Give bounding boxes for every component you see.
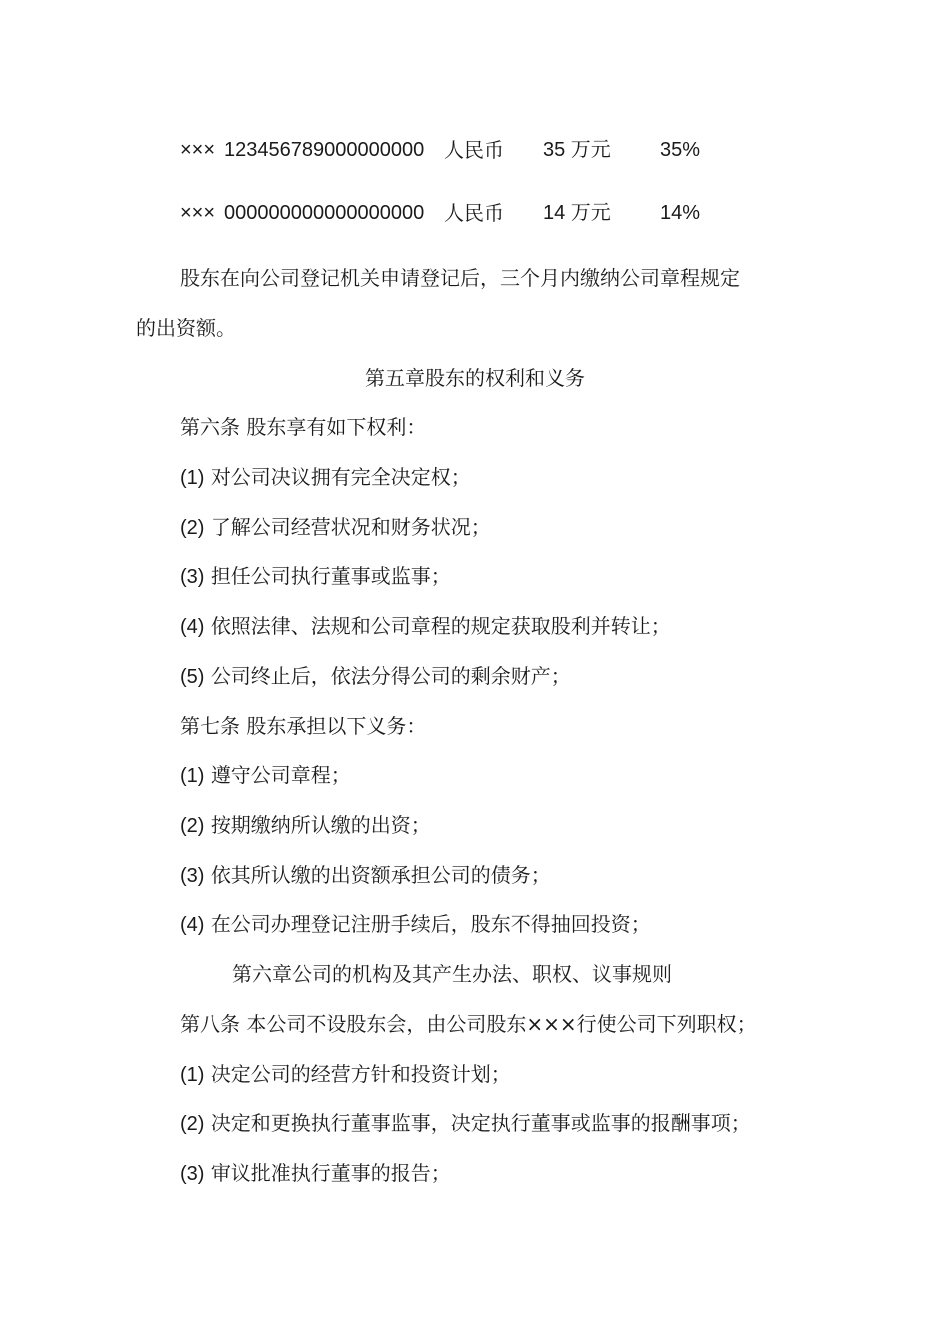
- list-item: (1) 遵守公司章程；: [180, 763, 351, 787]
- article7-heading: 第七条 股东承担以下义务：: [180, 714, 427, 738]
- list-item: (4) 依照法律、法规和公司章程的规定获取股利并转让；: [180, 614, 671, 638]
- list-item: (3) 担任公司执行董事或监事；: [180, 564, 451, 588]
- list-item: (3) 依其所认缴的出资额承担公司的债务；: [180, 863, 551, 887]
- shareholder-id: 123456789000000000: [224, 139, 425, 161]
- list-item: (2) 了解公司经营状况和财务状况；: [180, 515, 491, 539]
- article8-heading: 第八条 本公司不设股东会，由公司股东×××行使公司下列职权；: [180, 1012, 757, 1036]
- shareholder-amount: 14 万元: [543, 202, 611, 224]
- shareholder-percent: 14%: [660, 202, 701, 224]
- shareholder-currency: 人民币: [444, 201, 504, 225]
- payment-paragraph-line2: 的出资额。: [136, 316, 236, 340]
- list-item: (2) 决定和更换执行董事监事，决定执行董事或监事的报酬事项；: [180, 1111, 751, 1135]
- list-item: (3) 审议批准执行董事的报告；: [180, 1161, 451, 1185]
- list-item: (2) 按期缴纳所认缴的出资；: [180, 813, 431, 837]
- chapter6-title: 第六章公司的机构及其产生办法、职权、议事规则: [232, 962, 672, 986]
- article6-heading: 第六条 股东享有如下权利：: [180, 415, 427, 439]
- list-item: (1) 决定公司的经营方针和投资计划；: [180, 1062, 511, 1086]
- payment-paragraph-line1: 股东在向公司登记机关申请登记后，三个月内缴纳公司章程规定: [180, 266, 740, 290]
- shareholder-name: ×××: [180, 202, 216, 224]
- shareholder-amount: 35 万元: [543, 139, 611, 161]
- shareholder-percent: 35%: [660, 139, 701, 161]
- list-item: (4) 在公司办理登记注册手续后，股东不得抽回投资；: [180, 912, 651, 936]
- shareholder-id: 000000000000000000: [224, 202, 425, 224]
- shareholder-name: ×××: [180, 139, 216, 161]
- list-item: (5) 公司终止后，依法分得公司的剩余财产；: [180, 664, 571, 688]
- list-item: (1) 对公司决议拥有完全决定权；: [180, 465, 471, 489]
- chapter5-title: 第五章股东的权利和义务: [365, 366, 585, 390]
- shareholder-currency: 人民币: [444, 138, 504, 162]
